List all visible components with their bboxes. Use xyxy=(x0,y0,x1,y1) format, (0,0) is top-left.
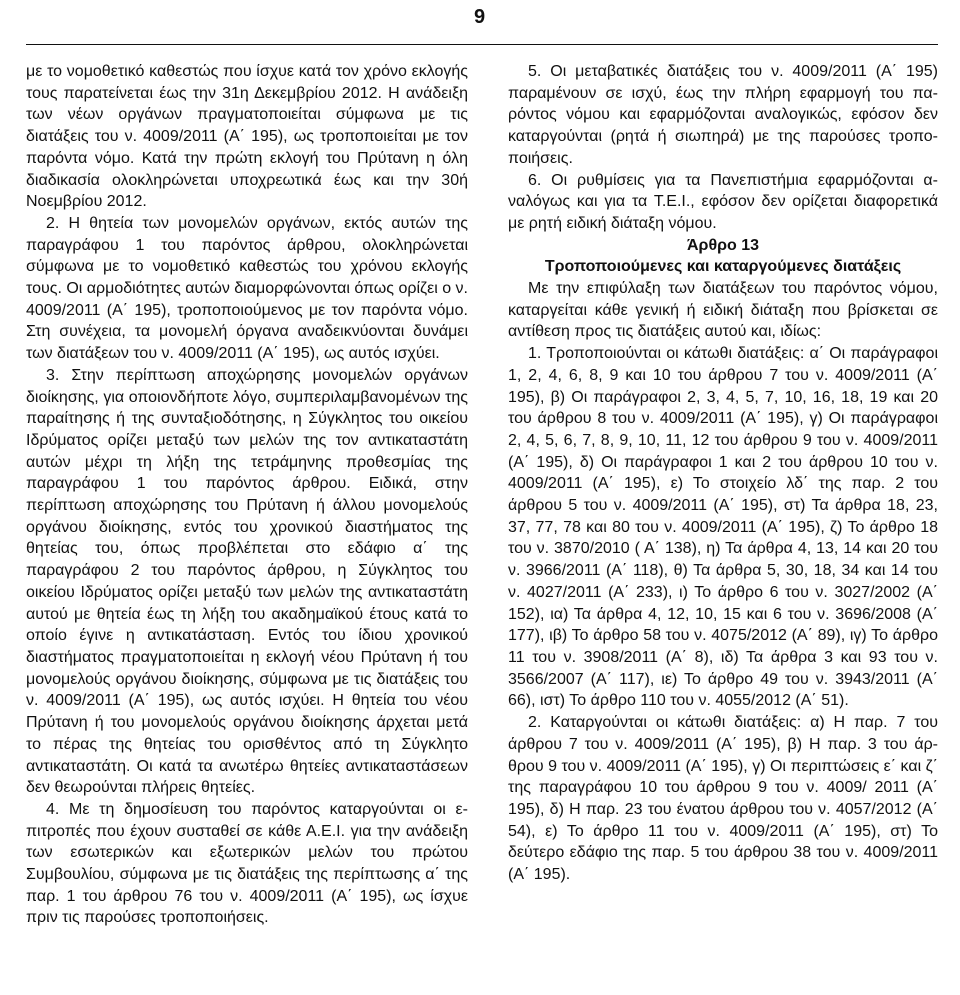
paragraph-continuation: με το νομοθετικό καθεστώς που ίσχυε κατά τον χρόνο εκλογής τους παρατείνεται έως την 31η Δεκεμβρίου 2012. Η ανάδειξη των νέων οργάνων πραγματοποιείται σύμφωνα με τις διατάξεις του ν. 4009/2011 (Α΄ 195), ως τροποποιείται με τον παρόντα νόμο. Κατά την πρώτη εκλογή του Πρύτανη η όλη διαδικασία ολοκληρώνεται υποχρεωτικά έως και την 30ή Νοεμβρίου 2012. xyxy=(26,63,468,211)
header-rule xyxy=(26,44,938,45)
repealed-provisions-paragraph: 2. Καταργούνται οι κάτωθι διατάξεις: α) Η παρ. 7 του άρθρου 7 του ν. 4009/2011 (Α΄ 195), β) Η παρ. 3 του άρθρου 9 του ν. 4009/2011 (Α΄ 195), γ) Οι περιπτώσεις ε΄ και ζ΄ της παραγράφου 10 του άρθρου 9 του ν. 4009/ 2011 (Α΄ 195), δ) Η παρ. 23 του ένατου άρθρου του ν. 4057/2012 (Α΄ 54), ε) Το άρθρο 11 του ν. 4009/2011 (Α΄ 195), στ) Το δεύτερο εδάφιο της παρ. 5 του άρθρου 38 του ν. 4009/2011 (Α΄ 195). xyxy=(508,714,938,884)
article-title: Άρθρο 13 xyxy=(686,236,759,254)
right-column xyxy=(508,61,938,886)
paragraph-2: 2. Η θητεία των μονομελών οργάνων, εκτός αυτών της παραγράφου 1 του παρόντος άρθρου, ολοκληρώνεται σύμφωνα με το νομοθετικό καθεστώς του χρόνου εκλογής τους. Οι αρμοδιότητες αυτών διαμορφώνονται όπως ορίζει ο ν. 4009/2011 (Α΄ 195), τροποποιούμενος με τον παρόντα νόμο. Στη συνέχεια, τα μονομελή όργανα αναδεικνύονται δυνάμει των διατάξεων του ν. 4009/2011 (Α΄ 195), ως αυτός ισχύει. xyxy=(26,214,468,363)
amended-provisions-paragraph: 1. Τροποποιούνται οι κάτωθι διατάξεις: α΄ Οι παράγραφοι 1, 2, 4, 6, 8, 9 και 10 του άρθρου 7 του ν. 4009/2011 (Α΄ 195), β) Οι παράγραφοι 2, 3, 4, 5, 7, 10, 16, 18, 19 και 20 του άρθρου 8 του ν. 4009/2011 (Α΄ 195), γ) Οι παράγραφοι 2, 4, 5, 6, 7, 8, 9, 10, 11, 12 του άρθρου 9 του ν. 4009/2011 (Α΄ 195), δ) Οι παράγραφοι 1 και 2 του άρθρου 10 του ν. 4009/2011 (Α΄ 195), ε) Το στοιχείο λδ΄ της παρ. 2 του άρθρου 5 του ν. 4009/2011 (Α΄ 195), στ) Τα άρθρα 18, 23, 37, 77, 78 και 80 του ν. 4009/2011 (Α΄ 195), ζ) Το άρθρο 18 του ν. 3870/2010 ( Α΄ 138), η) Τα άρθρα 4, 13, 14 και 20 του ν. 3966/2011 (Α΄ 118), θ) Τα άρθρα 5, 30, 18, 34 και 14 του ν. 4027/2011 (Α΄ 233), ι) Το άρθρο 6 του ν. 3027/2002 (Α΄ 152), ια) Τα άρθρα 4, 12, 10, 15 και 6 του ν. 3696/2008 (Α΄ 177), ιβ) Το άρθρο 58 του ν. 4075/2012 (Α΄ 89), ιγ) Το άρθρο 11 του ν. 3908/2011 (Α΄ 8), ιδ) Τα άρθρα 3 και 93 του ν. 3566/2007 (Α΄ 117), ιε) Το άρθρο 49 του ν. 3943/2011 (Α΄ 66), ιστ) Το άρθρο 110 του ν. 4055/2012 (Α΄ 51). xyxy=(508,345,938,710)
paragraph-3: 3. Στην περίπτωση αποχώρησης μονομελών οργάνων διοίκησης, για οποιονδήποτε λόγο, συμπεριλαμβανομένων της παραίτησης ή της συνταξιοδότησης, η Σύγκλητος του οικείου Ιδρύματος ορίζει μεταξύ των μελών της τον αντικαταστάτη αυτών μέχρι τη λήξη της τετράμηνης προθεσμίας της παραγράφου 1 του παρόντος άρθρου. Ειδικά, στην περίπτωση αποχώρησης του Πρύτανη ή άλλου μονομελούς οργάνου διοίκησης, εντός του χρονικού διαστήματος της θητείας του, όπως προβλέπεται στο εδάφιο α΄ της παραγράφου 2 του παρόντος άρθρου, η Σύγκλητος του οικείου Ιδρύματος ορίζει μεταξύ των μελών της αντικαταστάτη αυτού με θητεία έως τη λήξη του ακαδημαϊκού έτους κατά το οποίο έγινε η αντικατάσταση. Εντός του ίδιου χρονικού διαστήματος πραγματοποιείται η εκλογή νέου Πρύτανη ή του μονομελούς οργάνου διοίκησης, σύμφωνα με τις διατάξεις του ν. 4009/2011 (Α΄ 195), ως αυτός ισχύει. Η θητεία του νέου Πρύτανη ή του μονομελούς οργάνου διοίκησης άρχεται μετά το πέρας της θητείας του ορισθέντος από τη Σύγκλητο αντικαταστάτη. Οι κατά τα ανωτέρω θητείες αντικαταστάσεων δεν θεωρούνται πλήρεις θητείες. xyxy=(26,366,468,797)
paragraph-6: 6. Οι ρυθμίσεις για τα Πανεπιστήμια εφαρμόζονται αναλόγως και για τα Τ.Ε.Ι., εφόσον δεν ορίζεται διαφορετικά με ρητή ειδική διάταξη νόμου. xyxy=(508,171,938,232)
article-subtitle: Τροποποιούμενες και καταργούμενες διατάξεις xyxy=(544,258,902,276)
page-number: 9 xyxy=(474,6,486,28)
article-intro-paragraph: Με την επιφύλαξη των διατάξεων του παρόντος νόμου, καταργείται κάθε γενική ή ειδική διάταξη που βρίσκεται σε αντίθεση προς τις διατάξεις αυτού και, ιδίως: xyxy=(508,280,938,341)
paragraph-5: 5. Οι μεταβατικές διατάξεις του ν. 4009/2011 (Α΄ 195) παραμένουν σε ισχύ, έως την πλήρη εφαρμογή του παρόντος νόμου και εφαρμόζονται αναλογικώς, εφόσον δεν καταργούνται (ρητά ή σιωπηρά) με της παρούσες τροποποιήσεις. xyxy=(508,63,938,167)
left-column xyxy=(26,61,468,929)
paragraph-4: 4. Με τη δημοσίευση του παρόντος καταργούνται οι επιτροπές που έχουν συσταθεί σε κάθε Α.Ε.Ι. για την ανάδειξη των εσωτερικών και εξωτερικών μελών του πρώτου Συμβουλίου, σύμφωνα με τις διατάξεις της περίπτωσης α΄ της παρ. 1 του άρθρου 76 του ν. 4009/2011 (Α΄ 195), ως ίσχυε πριν τις παρούσες τροποποιήσεις. xyxy=(26,800,468,927)
